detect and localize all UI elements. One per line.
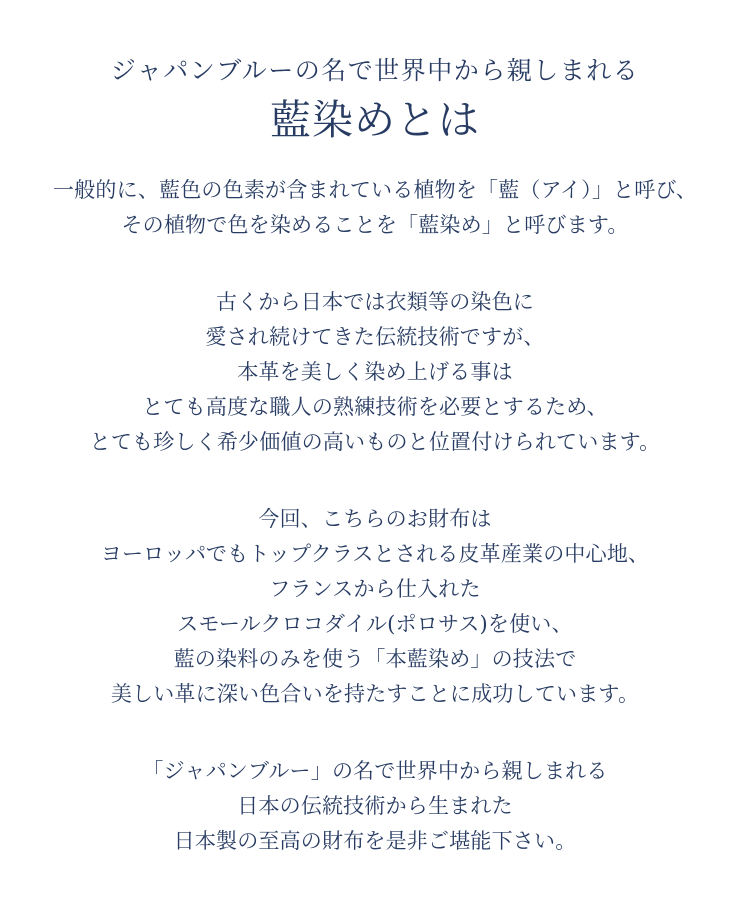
text-line: とても高度な職人の熟練技術を必要とするため、	[142, 395, 608, 419]
text-line: 愛され続けてきた伝統技術ですが、	[205, 325, 545, 349]
section-title: 藍染めとは	[270, 96, 480, 144]
text-line: その植物で色を染めることを「藍染め」と呼びます。	[121, 213, 629, 237]
text-line: 今回、こちらのお財布は	[258, 507, 492, 531]
text-line: スモールクロコダイル(ポロサス)を使い、	[177, 612, 573, 636]
text-line: 古くから日本では衣類等の染色に	[216, 290, 534, 314]
paragraph-tradition	[0, 285, 750, 460]
section-header	[0, 0, 750, 144]
section-subtitle: ジャパンブルーの名で世界中から親しまれる	[110, 56, 640, 85]
text-line: 本革を美しく染め上げる事は	[237, 360, 513, 384]
text-line: とても珍しく希少価値の高いものと位置付けられています。	[89, 430, 661, 454]
text-line: 美しい革に深い色合いを持たすことに成功しています。	[110, 682, 640, 706]
text-line: フランスから仕入れた	[269, 577, 481, 601]
text-line: 日本の伝統技術から生まれた	[237, 794, 513, 818]
text-line: 日本製の至高の財布を是非ご堪能下さい。	[173, 829, 577, 853]
text-line: ヨーロッパでもトップクラスとされる皮革産業の中心地、	[100, 542, 650, 566]
paragraph-product	[0, 502, 750, 712]
paragraph-definition	[0, 173, 750, 243]
text-line: 「ジャパンブルー」の名で世界中から親しまれる	[142, 759, 608, 783]
paragraph-closing	[0, 754, 750, 859]
text-line: 藍の染料のみを使う「本藍染め」の技法で	[173, 647, 577, 671]
text-line: 一般的に、藍色の色素が含まれている植物を「藍（アイ）」と呼び、	[53, 178, 697, 202]
